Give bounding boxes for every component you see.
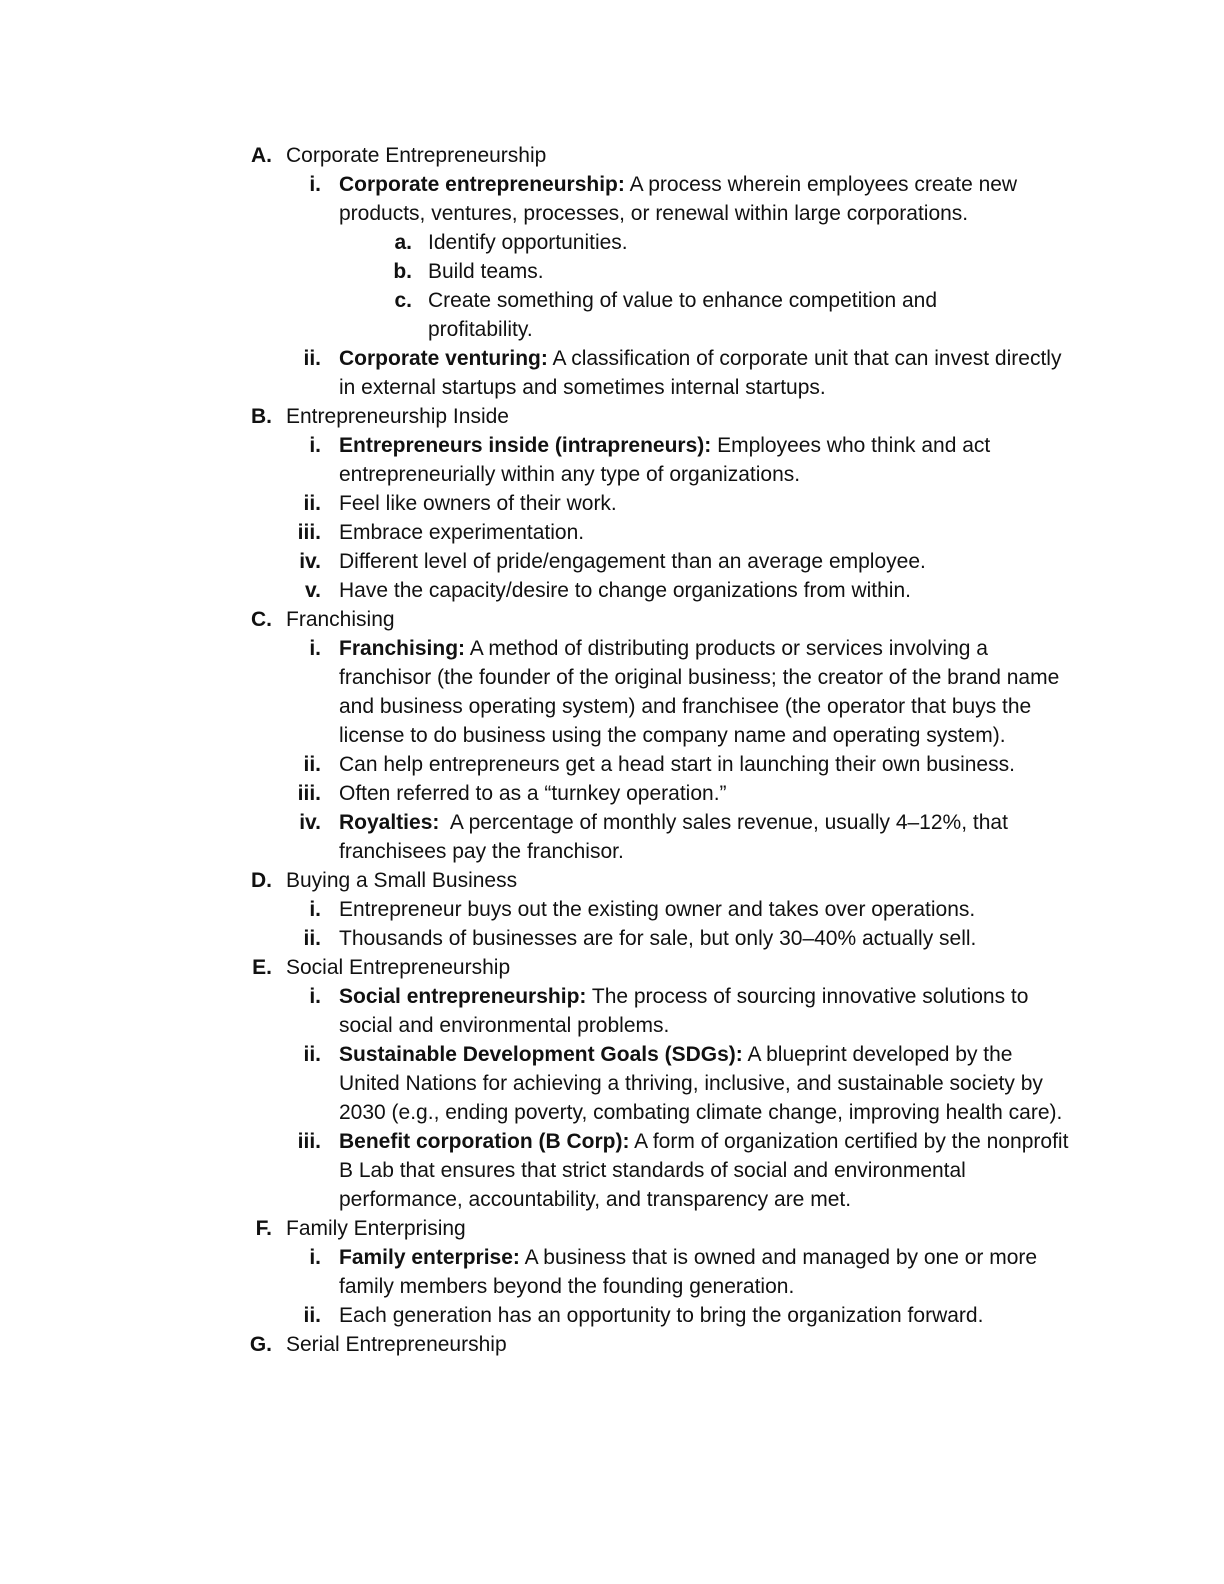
item-text: Different level of pride/engagement than an average employee.	[339, 550, 926, 573]
list-item	[0, 489, 1224, 518]
list-item	[0, 170, 1224, 228]
defined-term: Sustainable Development Goals (SDGs):	[339, 1043, 743, 1066]
item-text	[339, 1040, 1077, 1127]
item-text: Entrepreneur buys out the existing owner and takes over operations.	[339, 898, 976, 921]
item-text: Often referred to as a “turnkey operation.”	[339, 782, 727, 805]
item-text	[339, 808, 1077, 866]
definition-text: Employees who think and act entrepreneurially within any type of organizations.	[339, 434, 991, 486]
definition-text: A percentage of monthly sales revenue, usually 4–12%, that franchisees pay the franchisor.	[339, 811, 1014, 863]
item-text	[339, 634, 1077, 750]
section-title: Franchising	[286, 608, 395, 631]
item-marker: iii.	[297, 1130, 321, 1153]
sub-list-item	[0, 257, 1224, 286]
section-marker: E.	[252, 956, 272, 979]
defined-term: Corporate entrepreneurship:	[339, 173, 625, 196]
list-item	[0, 1127, 1224, 1214]
section-heading	[0, 866, 1224, 895]
list-item	[0, 1301, 1224, 1330]
definition-text: The process of sourcing innovative solutions to social and environmental problems.	[339, 985, 1029, 1037]
defined-term: Royalties:	[339, 811, 440, 834]
section-marker: D.	[251, 869, 272, 892]
definition-text: A business that is owned and managed by one or more family members beyond the founding generation.	[339, 1246, 1038, 1298]
item-marker: ii.	[303, 492, 321, 515]
list-item	[0, 344, 1224, 402]
list-item	[0, 576, 1224, 605]
sub-list-item	[0, 228, 1224, 257]
definition-text: A process wherein employees create new products, ventures, processes, or renewal within large corporations.	[339, 173, 1018, 225]
section-marker: G.	[249, 1333, 272, 1356]
item-text: Have the capacity/desire to change organizations from within.	[339, 579, 911, 602]
section-heading	[0, 1330, 1224, 1359]
item-text	[339, 982, 1077, 1040]
definition-text: A method of distributing products or services involving a franchisor (the founder of the original business; the creator of the brand name and business operating system) and franchisee (the operator that buys the license to do business using the company name and operating system).	[339, 637, 1060, 747]
section-heading	[0, 1214, 1224, 1243]
item-marker: i.	[309, 985, 321, 1008]
definition-text: A classification of corporate unit that can invest directly in external startups and sometimes internal startups.	[339, 347, 1062, 399]
section-title: Entrepreneurship Inside	[286, 405, 509, 428]
item-marker: i.	[309, 1246, 321, 1269]
item-text	[339, 431, 1077, 489]
item-text: Feel like owners of their work.	[339, 492, 617, 515]
list-item	[0, 982, 1224, 1040]
item-text	[339, 1243, 1077, 1301]
definition-text: A blueprint developed by the United Nations for achieving a thriving, inclusive, and sustainable society by 2030 (e.g., ending poverty, combating climate change, improving health care).	[339, 1043, 1063, 1124]
item-marker: ii.	[303, 1043, 321, 1066]
item-marker: ii.	[303, 927, 321, 950]
list-item	[0, 750, 1224, 779]
list-item	[0, 924, 1224, 953]
item-marker: iii.	[297, 521, 321, 544]
list-item	[0, 518, 1224, 547]
item-marker: i.	[309, 434, 321, 457]
list-item	[0, 1243, 1224, 1301]
list-item	[0, 634, 1224, 750]
defined-term: Franchising:	[339, 637, 466, 660]
section-title: Family Enterprising	[286, 1217, 466, 1240]
list-item	[0, 808, 1224, 866]
item-marker: i.	[309, 173, 321, 196]
item-text: Embrace experimentation.	[339, 521, 585, 544]
section-heading	[0, 402, 1224, 431]
subitem-text: Build teams.	[428, 260, 544, 283]
list-item	[0, 895, 1224, 924]
item-text: Thousands of businesses are for sale, but only 30–40% actually sell.	[339, 927, 977, 950]
sub-list-item	[0, 286, 1224, 344]
section-heading	[0, 605, 1224, 634]
defined-term: Benefit corporation (B Corp):	[339, 1130, 630, 1153]
item-text	[339, 1127, 1077, 1214]
section-marker: C.	[251, 608, 272, 631]
defined-term: Corporate venturing:	[339, 347, 548, 370]
section-heading	[0, 953, 1224, 982]
item-text: Can help entrepreneurs get a head start in launching their own business.	[339, 753, 1015, 776]
list-item	[0, 1040, 1224, 1127]
defined-term: Social entrepreneurship:	[339, 985, 587, 1008]
subitem-text: Create something of value to enhance competition and profitability.	[428, 289, 937, 341]
item-marker: iv.	[299, 550, 321, 573]
section-title: Buying a Small Business	[286, 869, 518, 892]
item-marker: i.	[309, 898, 321, 921]
defined-term: Entrepreneurs inside (intrapreneurs):	[339, 434, 712, 457]
defined-term: Family enterprise:	[339, 1246, 520, 1269]
section-marker: B.	[251, 405, 272, 428]
section-heading	[0, 141, 1224, 170]
document-page	[0, 141, 1224, 1359]
subitem-marker: b.	[393, 260, 412, 283]
item-marker: ii.	[303, 1304, 321, 1327]
item-marker: iv.	[299, 811, 321, 834]
item-marker: ii.	[303, 347, 321, 370]
list-item	[0, 547, 1224, 576]
item-marker: v.	[305, 579, 321, 602]
section-title: Serial Entrepreneurship	[286, 1333, 507, 1356]
item-text: Each generation has an opportunity to bring the organization forward.	[339, 1304, 984, 1327]
item-marker: ii.	[303, 753, 321, 776]
subitem-marker: a.	[394, 231, 412, 254]
item-marker: iii.	[297, 782, 321, 805]
definition-text: A form of organization certified by the nonprofit B Lab that ensures that strict standards of social and environmental performance, accountability, and transparency are met.	[339, 1130, 1069, 1211]
section-title: Corporate Entrepreneurship	[286, 144, 547, 167]
item-text	[339, 344, 1077, 402]
list-item	[0, 431, 1224, 489]
subitem-marker: c.	[394, 289, 412, 312]
section-marker: F.	[255, 1217, 272, 1240]
item-text	[339, 170, 1077, 228]
item-marker: i.	[309, 637, 321, 660]
section-marker: A.	[251, 144, 272, 167]
list-item	[0, 779, 1224, 808]
subitem-text: Identify opportunities.	[428, 231, 628, 254]
section-title: Social Entrepreneurship	[286, 956, 511, 979]
